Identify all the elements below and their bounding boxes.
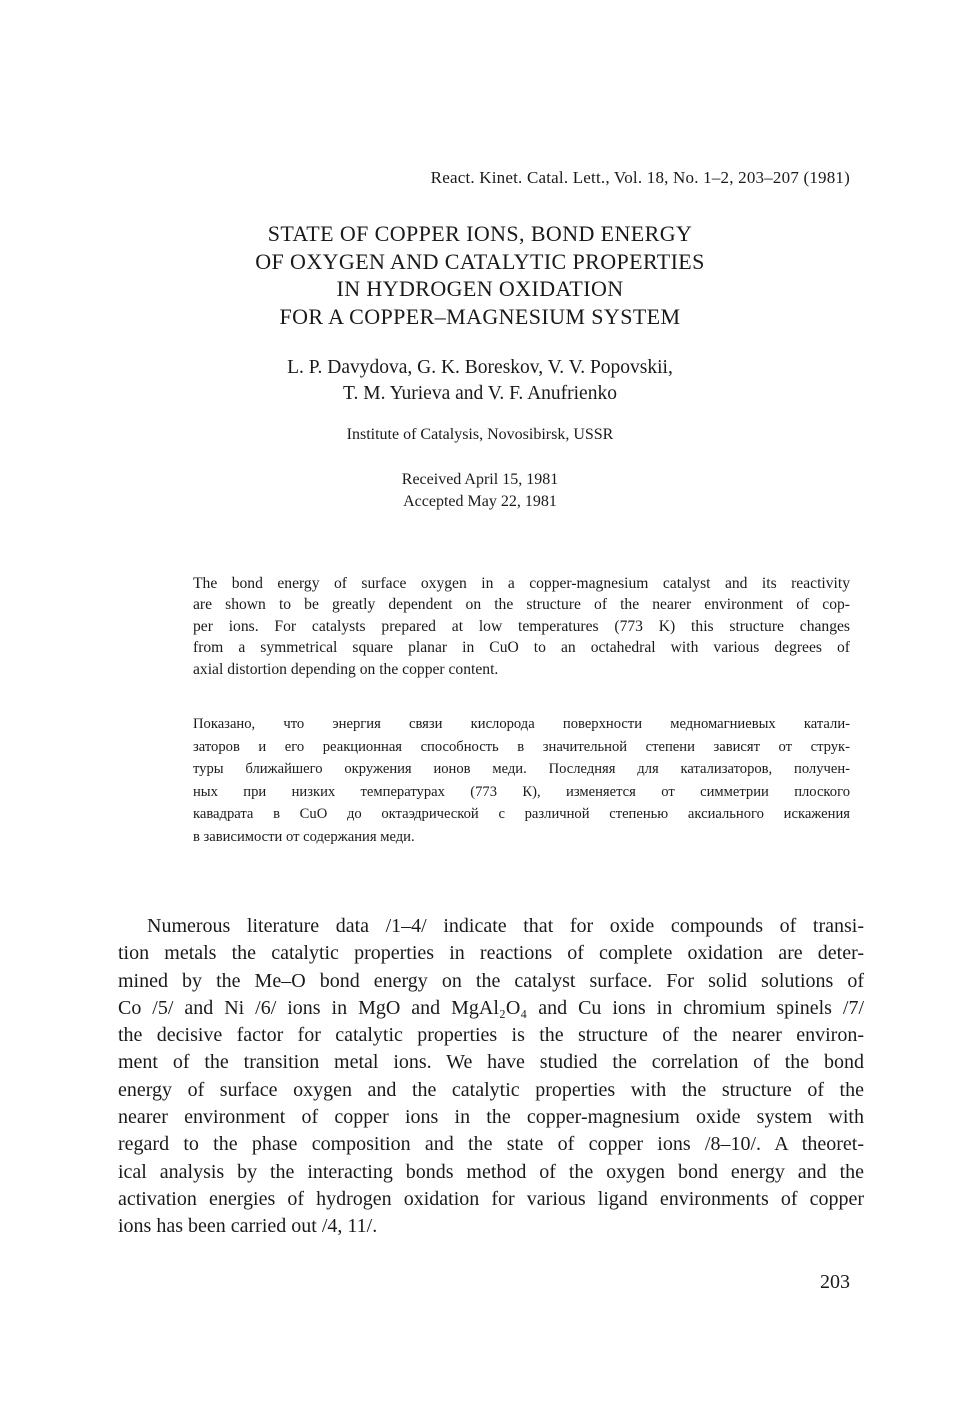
abstract-line: per ions. For catalysts prepared at low temperatures (773 K) this structure changes bbox=[193, 617, 850, 635]
author-line: L. P. Davydova, G. K. Boreskov, V. V. Popovskii, bbox=[287, 357, 673, 378]
body-line: nearer environment of copper ions in the copper-magnesium oxide system with bbox=[118, 1106, 864, 1129]
title-line: FOR A COPPER–MAGNESIUM SYSTEM bbox=[279, 303, 681, 329]
title-line: IN HYDROGEN OXIDATION bbox=[336, 276, 624, 301]
abstract-line: Показано, что энергия связи кислорода поверхности медномагниевых катали- bbox=[193, 716, 850, 732]
abstract-line: are shown to be greatly dependent on the structure of the nearer environment of cop- bbox=[193, 596, 850, 614]
paper-title bbox=[150, 220, 810, 330]
body-line: mined by the Me–O bond energy on the catalyst surface. For solid solutions of bbox=[118, 969, 864, 992]
affiliation: Institute of Catalysis, Novosibirsk, USSR bbox=[346, 426, 614, 443]
body-line: the decisive factor for catalytic properties is the structure of the nearer environ- bbox=[118, 1024, 864, 1047]
abstract-line: axial distortion depending on the copper content. bbox=[193, 660, 499, 678]
page-number: 203 bbox=[820, 1271, 850, 1293]
accepted-date: Accepted May 22, 1981 bbox=[403, 493, 557, 510]
journal-reference: React. Kinet. Catal. Lett., Vol. 18, No. 1–2, 203–207 (1981) bbox=[430, 168, 850, 187]
abstract-line: в зависимости от содержания меди. bbox=[193, 828, 415, 845]
received-date: Received April 15, 1981 bbox=[401, 471, 559, 488]
body-line: regard to the phase composition and the state of copper ions /8–10/. A theoret- bbox=[118, 1133, 864, 1156]
abstract-line: The bond energy of surface oxygen in a copper-magnesium catalyst and its reactivity bbox=[193, 575, 850, 592]
body-line: Co /5/ and Ni /6/ ions in MgO and MgAl₂O₄ and Cu ions in chromium spinels /7/ bbox=[118, 996, 864, 1019]
abstract-line: туры ближайшего окружения ионов меди. Последняя для катализаторов, получен- bbox=[193, 761, 850, 778]
body-line: tion metals the catalytic properties in reactions of complete oxidation are deter- bbox=[118, 942, 864, 965]
body-line: Numerous literature data /1–4/ indicate that for oxide compounds of transi- bbox=[147, 915, 864, 937]
body-line: activation energies of hydrogen oxidation for various ligand environments of copper bbox=[118, 1187, 864, 1210]
author-list bbox=[150, 355, 810, 407]
author-line: T. M. Yurieva and V. F. Anufrienko bbox=[343, 383, 617, 404]
body-line: ment of the transition metal ions. We have studied the correlation of the bond bbox=[118, 1051, 864, 1074]
body-line: ical analysis by the interacting bonds method of the oxygen bond energy and the bbox=[118, 1160, 864, 1183]
abstract-english bbox=[193, 573, 850, 680]
title-line: OF OXYGEN AND CATALYTIC PROPERTIES bbox=[255, 248, 705, 274]
title-line: STATE OF COPPER IONS, BOND ENERGY bbox=[267, 221, 693, 246]
abstract-russian bbox=[193, 713, 850, 849]
abstract-line: заторов и его реакционная способность в значительной степени зависят от струк- bbox=[193, 738, 850, 755]
body-line: ions has been carried out /4, 11/. bbox=[118, 1215, 378, 1238]
submission-dates bbox=[150, 469, 810, 513]
abstract-line: кавадрата в CuO до октаэдрической с различной степенью аксиального искажения bbox=[193, 806, 850, 823]
body-paragraph bbox=[118, 913, 864, 1241]
body-line: energy of surface oxygen and the catalytic properties with the structure of the bbox=[118, 1078, 864, 1101]
abstract-line: ных при низких температурах (773 К), изменяется от симметрии плоского bbox=[193, 783, 850, 800]
abstract-line: from a symmetrical square planar in CuO to an octahedral with various degrees of bbox=[193, 639, 850, 657]
